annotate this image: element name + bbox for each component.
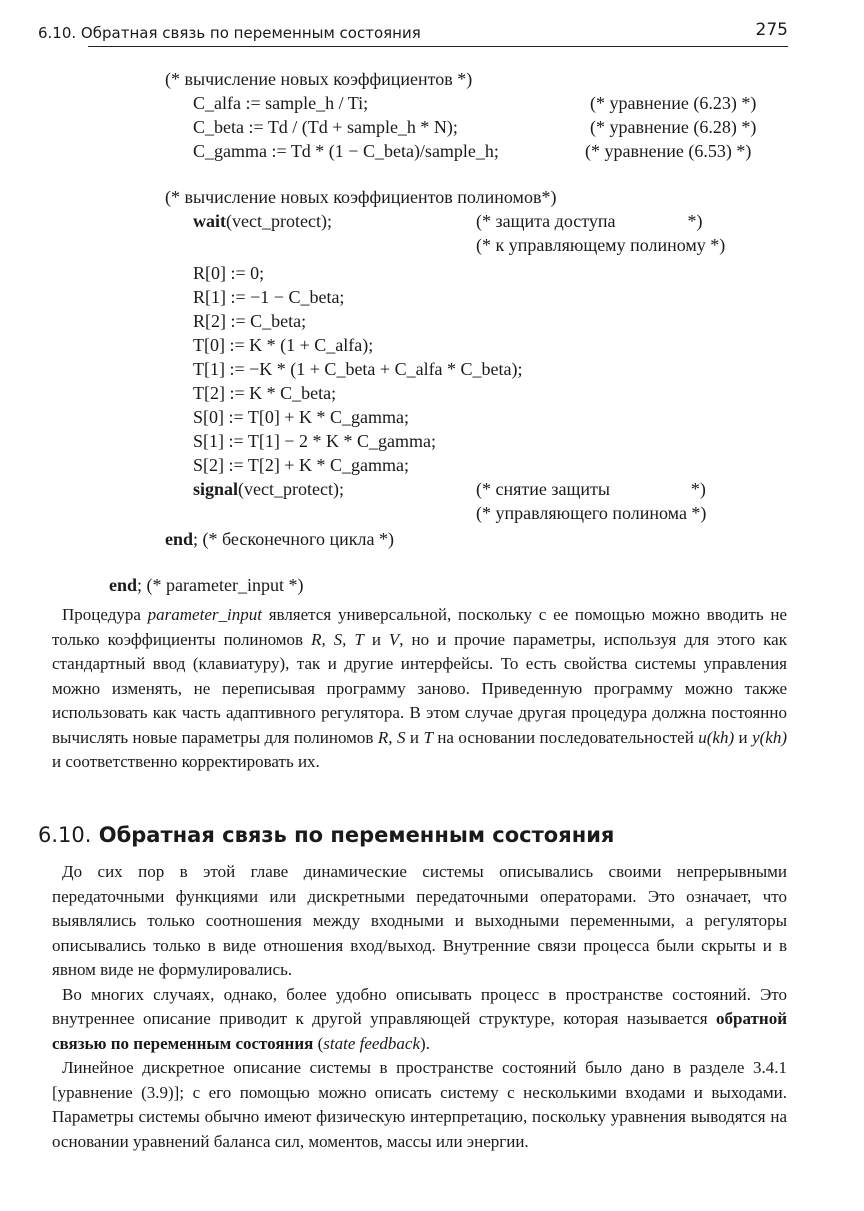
keyword-end: end: [165, 529, 194, 549]
running-title: 6.10. Обратная связь по переменным состояния: [38, 24, 421, 42]
paragraph-linear-description: Линейное дискретное описание системы в пространстве состояний было дано в разделе 3.4.1 [уравнение (3.9)]; с его помощью можно описать систему с несколькими входами и выходами. Параметры системы обычно имеют физическую интерпретацию, поскольку уравнения выводятся на основании уравнений баланса сил, моментов, массы или энергии.: [52, 1058, 787, 1151]
section-title: Обратная связь по переменным состояния: [98, 823, 615, 847]
code-comment: (* снятие защиты *): [476, 479, 706, 499]
code-line: S[1] := T[1] − 2 * K * C_gamma;: [193, 431, 436, 451]
code-comment: (* уравнение (6.53) *): [585, 141, 752, 161]
code-text: ; (* parameter_input *): [137, 575, 304, 595]
code-line: T[1] := −K * (1 + C_beta + C_alfa * C_beta);: [193, 359, 523, 379]
code-line: C_alfa := sample_h / Ti;: [193, 93, 369, 113]
code-comment: (* защита доступа *): [476, 211, 703, 231]
code-comment: (* управляющего полинома *): [476, 503, 707, 523]
term-english: state feedback: [323, 1033, 421, 1053]
code-comment: (* уравнение (6.28) *): [590, 117, 757, 137]
code-comment: (* вычисление новых коэффициентов полиномов*): [165, 187, 557, 207]
header-rule: [88, 46, 788, 47]
code-line: T[0] := K * (1 + C_alfa);: [193, 335, 374, 355]
code-text: ; (* бесконечного цикла *): [193, 529, 394, 549]
term-bold: обратной связью по переменным состояния: [52, 1009, 787, 1053]
section-number: 6.10.: [38, 823, 92, 847]
code-comment: (* уравнение (6.23) *): [590, 93, 757, 113]
code-line: R[2] := C_beta;: [193, 311, 307, 331]
keyword-end: end: [109, 575, 138, 595]
code-text: (vect_protect);: [226, 211, 332, 231]
paragraph-state-space: Во многих случаях, однако, более удобно описывать процесс в пространстве состояний. Это внутреннее описание приводит к другой управляющей структуре, которая называется обратной связью по переменным состояния (state feedback).: [52, 984, 787, 1053]
procedure-name: parameter_input: [147, 605, 262, 624]
section-body: [52, 860, 787, 1154]
paragraph-intro: До сих пор в этой главе динамические системы описывались своими непрерывными передаточными функциями или дискретными передаточными операторами. Это означает, что выявлялись только соотношения между входными и выходными переменными, а регуляторы описывались только в виде отношения вход/выход. Внутренние связи процесса были скрыты и в явном виде не формулировались.: [52, 862, 787, 979]
code-line: T[2] := K * C_beta;: [193, 383, 337, 403]
code-text: (vect_protect);: [238, 479, 344, 499]
code-comment: (* вычисление новых коэффициентов *): [165, 69, 473, 89]
page-header: [38, 14, 788, 48]
keyword-wait: wait: [193, 211, 226, 231]
code-comment: (* к управляющему полиному *): [476, 235, 726, 255]
code-line: S[2] := T[2] + K * C_gamma;: [193, 455, 409, 475]
code-line: [193, 210, 332, 232]
page-number: 275: [755, 20, 788, 40]
code-line: R[1] := −1 − C_beta;: [193, 287, 345, 307]
code-line: C_beta := Td / (Td + sample_h * N);: [193, 117, 458, 137]
paragraph-parameter-input: Процедура parameter_input является универсальной, поскольку с ее помощью можно вводить не только коэффициенты полиномов R, S, T и V, но и прочие параметры, используя для этого как стандартный ввод (клавиатуру), так и другие интерфейсы. То есть свойства системы управления можно изменять, не переписывая программу заново. Приведенную программу можно также использовать как часть адаптивного регулятора. В этом случае другая процедура должна постоянно вычислять новые параметры для полиномов R, S и T на основании последовательностей u(kh) и y(kh) и соответственно корректировать их.: [52, 605, 788, 771]
code-line: C_gamma := Td * (1 − C_beta)/sample_h;: [193, 141, 499, 161]
code-line: S[0] := T[0] + K * C_gamma;: [193, 407, 409, 427]
code-line: [193, 478, 344, 500]
code-line: [109, 574, 303, 596]
code-line: R[0] := 0;: [193, 263, 265, 283]
keyword-signal: signal: [193, 479, 239, 499]
code-line: [165, 528, 394, 550]
section-heading: [38, 823, 614, 847]
